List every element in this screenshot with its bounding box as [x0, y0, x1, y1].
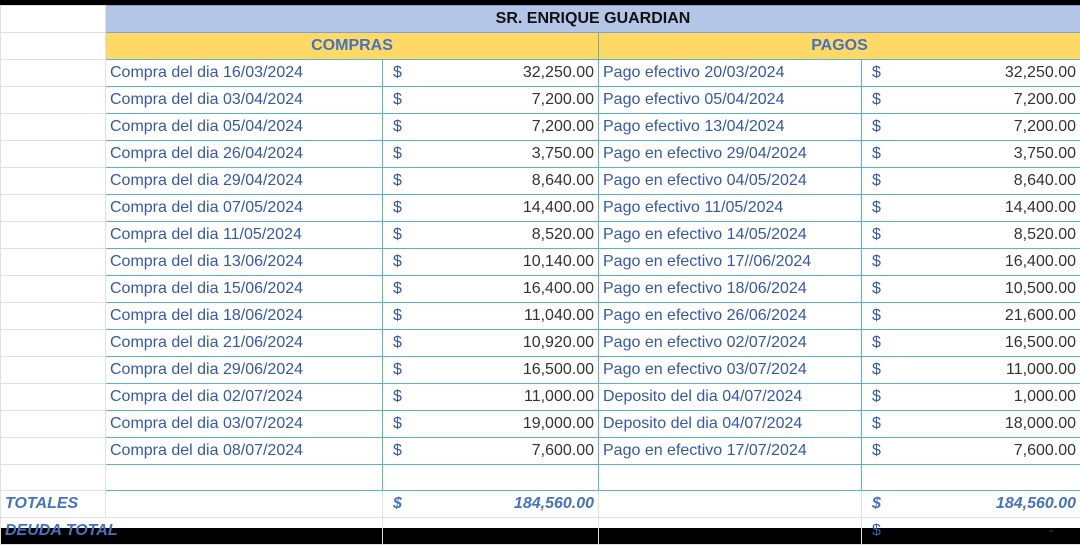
currency-symbol: $: [872, 518, 881, 544]
pago-amount: 8,640.00: [1014, 168, 1076, 194]
currency-symbol: $: [872, 60, 881, 86]
currency-symbol: $: [393, 303, 402, 329]
currency-symbol: $: [872, 357, 881, 383]
pago-amount: 21,600.00: [1005, 303, 1076, 329]
currency-symbol: $: [872, 438, 881, 464]
compra-description[interactable]: Compra del dia 16/03/2024: [106, 60, 383, 87]
currency-symbol: $: [872, 222, 881, 248]
currency-symbol: $: [393, 87, 402, 113]
table-row: [1, 249, 1080, 276]
pago-amount: 7,200.00: [1014, 114, 1076, 140]
compra-amount: 11,000.00: [524, 384, 594, 410]
pago-amount-cell[interactable]: [862, 87, 1080, 114]
compra-amount: 8,640.00: [532, 168, 594, 194]
totals-compras-value: 184,560.00: [514, 491, 594, 517]
pago-amount: 16,400.00: [1005, 249, 1076, 275]
pago-amount: 32,250.00: [1005, 60, 1076, 86]
compra-amount: 10,140.00: [523, 249, 594, 275]
pago-description[interactable]: Pago en efectivo 14/05/2024: [599, 222, 862, 249]
compra-amount: 16,400.00: [523, 276, 594, 302]
cell[interactable]: [106, 465, 383, 491]
pago-description[interactable]: Pago efectivo 13/04/2024: [599, 114, 862, 141]
row-header-cell[interactable]: [1, 114, 106, 141]
compra-description[interactable]: Compra del dia 26/04/2024: [106, 141, 383, 168]
pago-description[interactable]: Deposito del dia 04/07/2024: [599, 384, 862, 411]
row-header-cell[interactable]: [1, 222, 106, 249]
compra-description[interactable]: Compra del dia 02/07/2024: [106, 384, 383, 411]
compra-amount-cell[interactable]: [383, 168, 599, 195]
compra-description[interactable]: Compra del dia 21/06/2024: [106, 330, 383, 357]
table-row: [1, 357, 1080, 384]
cell[interactable]: [1, 33, 106, 60]
compra-amount: 19,000.00: [523, 411, 594, 437]
table-row: [1, 87, 1080, 114]
compra-amount-cell[interactable]: [383, 357, 599, 384]
compra-description[interactable]: Compra del dia 03/04/2024: [106, 87, 383, 114]
currency-symbol: $: [393, 60, 402, 86]
pago-amount: 14,400.00: [1005, 195, 1076, 221]
pago-description[interactable]: Pago efectivo 20/03/2024: [599, 60, 862, 87]
compra-description[interactable]: Compra del dia 05/04/2024: [106, 114, 383, 141]
currency-symbol: $: [872, 87, 881, 113]
pago-amount-cell[interactable]: [862, 168, 1080, 195]
compra-amount-cell[interactable]: [383, 330, 599, 357]
pago-amount: 8,520.00: [1014, 222, 1076, 248]
pago-description[interactable]: Pago en efectivo 29/04/2024: [599, 141, 862, 168]
table-row: [1, 114, 1080, 141]
pago-amount: 11,000.00: [1006, 357, 1076, 383]
pago-amount-cell[interactable]: [862, 303, 1080, 330]
compra-amount: 7,600.00: [532, 438, 594, 464]
row-header-cell[interactable]: [1, 87, 106, 114]
pago-description[interactable]: Pago en efectivo 17//06/2024: [599, 249, 862, 276]
pago-description[interactable]: Pago en efectivo 17/07/2024: [599, 438, 862, 465]
cell[interactable]: [106, 491, 383, 518]
row-header-cell[interactable]: [1, 438, 106, 465]
row-header-cell[interactable]: [1, 60, 106, 87]
pago-amount: 10,500.00: [1005, 276, 1076, 302]
currency-symbol: $: [393, 168, 402, 194]
compra-amount-cell[interactable]: [383, 411, 599, 438]
compras-header[interactable]: COMPRAS: [106, 33, 599, 60]
table-row: [1, 303, 1080, 330]
compra-amount: 7,200.00: [532, 87, 594, 113]
cell[interactable]: [599, 491, 862, 518]
table-row: [1, 330, 1080, 357]
table-row: [1, 384, 1080, 411]
deuda-value: -: [1049, 518, 1076, 544]
pago-amount-cell[interactable]: [862, 357, 1080, 384]
pago-description[interactable]: Pago en efectivo 18/06/2024: [599, 276, 862, 303]
currency-symbol: $: [872, 303, 881, 329]
pago-amount-cell[interactable]: [862, 384, 1080, 411]
cell[interactable]: [383, 465, 599, 491]
currency-symbol: $: [393, 411, 402, 437]
totals-pagos-value: 184,560.00: [996, 491, 1076, 517]
currency-symbol: $: [872, 195, 881, 221]
row-header-cell[interactable]: [1, 168, 106, 195]
currency-symbol: $: [872, 141, 881, 167]
pago-amount-cell[interactable]: [862, 330, 1080, 357]
row-header-cell[interactable]: [1, 357, 106, 384]
table-row: [1, 195, 1080, 222]
pago-amount-cell[interactable]: [862, 195, 1080, 222]
pago-description[interactable]: Deposito del dia 04/07/2024: [599, 411, 862, 438]
currency-symbol: $: [872, 491, 881, 517]
compra-amount: 16,500.00: [523, 357, 594, 383]
pago-amount-cell[interactable]: [862, 249, 1080, 276]
pago-amount: 7,200.00: [1014, 87, 1076, 113]
row-header-cell[interactable]: [1, 330, 106, 357]
totals-label[interactable]: TOTALES: [1, 491, 106, 518]
compra-amount-cell[interactable]: [383, 384, 599, 411]
currency-symbol: $: [872, 276, 881, 302]
compra-description[interactable]: Compra del dia 08/07/2024: [106, 438, 383, 465]
totals-row: [1, 491, 1080, 518]
compra-amount-cell[interactable]: [383, 141, 599, 168]
header-row: [1, 33, 1080, 60]
row-header-cell[interactable]: [1, 303, 106, 330]
compra-description[interactable]: Compra del dia 18/06/2024: [106, 303, 383, 330]
currency-symbol: $: [393, 438, 402, 464]
row-header-cell[interactable]: [1, 195, 106, 222]
currency-symbol: $: [393, 330, 402, 356]
compra-amount: 10,920.00: [523, 330, 594, 356]
currency-symbol: $: [393, 491, 402, 517]
cell[interactable]: [1, 465, 106, 491]
pago-amount-cell[interactable]: [862, 114, 1080, 141]
row-header-cell[interactable]: [1, 411, 106, 438]
cell[interactable]: [383, 518, 599, 545]
pago-amount: 16,500.00: [1005, 330, 1076, 356]
pago-amount-cell[interactable]: [862, 411, 1080, 438]
compra-amount-cell[interactable]: [383, 114, 599, 141]
compra-amount-cell[interactable]: [383, 222, 599, 249]
table-row: [1, 276, 1080, 303]
table-row: [1, 141, 1080, 168]
pago-description[interactable]: Pago efectivo 05/04/2024: [599, 87, 862, 114]
table-row: [1, 438, 1080, 465]
totals-pagos-cell[interactable]: [862, 491, 1080, 518]
compra-amount: 7,200.00: [532, 114, 594, 140]
pago-description[interactable]: Pago en efectivo 02/07/2024: [599, 330, 862, 357]
compra-amount: 14,400.00: [523, 195, 594, 221]
currency-symbol: $: [872, 168, 881, 194]
title-row: [1, 6, 1080, 33]
currency-symbol: $: [393, 357, 402, 383]
currency-symbol: $: [393, 114, 402, 140]
pago-amount-cell[interactable]: [862, 438, 1080, 465]
currency-symbol: $: [872, 114, 881, 140]
spreadsheet: [0, 5, 1080, 528]
pago-amount: 3,750.00: [1014, 141, 1076, 167]
row-header-cell[interactable]: [1, 276, 106, 303]
row-header-cell[interactable]: [1, 384, 106, 411]
table-row: [1, 222, 1080, 249]
deuda-row: [1, 518, 1080, 545]
compra-description[interactable]: Compra del dia 29/06/2024: [106, 357, 383, 384]
compra-amount: 11,040.00: [524, 303, 594, 329]
row-header-cell[interactable]: [1, 249, 106, 276]
pago-amount: 1,000.00: [1014, 384, 1076, 410]
account-table: [0, 5, 1080, 545]
currency-symbol: $: [872, 384, 881, 410]
table-row: [1, 60, 1080, 87]
compra-description[interactable]: Compra del dia 13/06/2024: [106, 249, 383, 276]
compra-amount: 8,520.00: [532, 222, 594, 248]
pago-description[interactable]: Pago en efectivo 26/06/2024: [599, 303, 862, 330]
totals-compras-cell[interactable]: [383, 491, 599, 518]
deuda-label[interactable]: DEUDA TOTAL: [1, 518, 383, 545]
compra-amount-cell[interactable]: [383, 87, 599, 114]
compra-description[interactable]: Compra del dia 15/06/2024: [106, 276, 383, 303]
compra-amount: 3,750.00: [532, 141, 594, 167]
compra-amount-cell[interactable]: [383, 276, 599, 303]
pago-amount-cell[interactable]: [862, 60, 1080, 87]
row-header-cell[interactable]: [1, 141, 106, 168]
cell[interactable]: [599, 465, 862, 491]
deuda-cell[interactable]: [862, 518, 1080, 545]
compra-description[interactable]: Compra del dia 07/05/2024: [106, 195, 383, 222]
cell[interactable]: [1, 6, 106, 33]
currency-symbol: $: [393, 276, 402, 302]
pago-amount: 7,600.00: [1014, 438, 1076, 464]
table-row: [1, 168, 1080, 195]
currency-symbol: $: [393, 249, 402, 275]
currency-symbol: $: [393, 141, 402, 167]
pago-description[interactable]: Pago efectivo 11/05/2024: [599, 195, 862, 222]
empty-row: [1, 465, 1080, 491]
pago-amount-cell[interactable]: [862, 141, 1080, 168]
currency-symbol: $: [872, 249, 881, 275]
compra-description[interactable]: Compra del dia 29/04/2024: [106, 168, 383, 195]
compra-amount-cell[interactable]: [383, 249, 599, 276]
currency-symbol: $: [393, 195, 402, 221]
currency-symbol: $: [872, 330, 881, 356]
pago-description[interactable]: Pago en efectivo 04/05/2024: [599, 168, 862, 195]
compra-description[interactable]: Compra del dia 11/05/2024: [106, 222, 383, 249]
pago-amount-cell[interactable]: [862, 222, 1080, 249]
compra-amount: 32,250.00: [523, 60, 594, 86]
pagos-header[interactable]: PAGOS: [599, 33, 1080, 60]
table-row: [1, 411, 1080, 438]
cell[interactable]: [599, 518, 862, 545]
cell[interactable]: [862, 465, 1080, 491]
currency-symbol: $: [393, 222, 402, 248]
pago-amount-cell[interactable]: [862, 276, 1080, 303]
sheet-title[interactable]: SR. ENRIQUE GUARDIAN: [106, 6, 1080, 33]
compra-amount-cell[interactable]: [383, 438, 599, 465]
currency-symbol: $: [872, 411, 881, 437]
pago-description[interactable]: Pago en efectivo 03/07/2024: [599, 357, 862, 384]
currency-symbol: $: [393, 384, 402, 410]
compra-description[interactable]: Compra del dia 03/07/2024: [106, 411, 383, 438]
compra-amount-cell[interactable]: [383, 60, 599, 87]
compra-amount-cell[interactable]: [383, 195, 599, 222]
compra-amount-cell[interactable]: [383, 303, 599, 330]
pago-amount: 18,000.00: [1005, 411, 1076, 437]
